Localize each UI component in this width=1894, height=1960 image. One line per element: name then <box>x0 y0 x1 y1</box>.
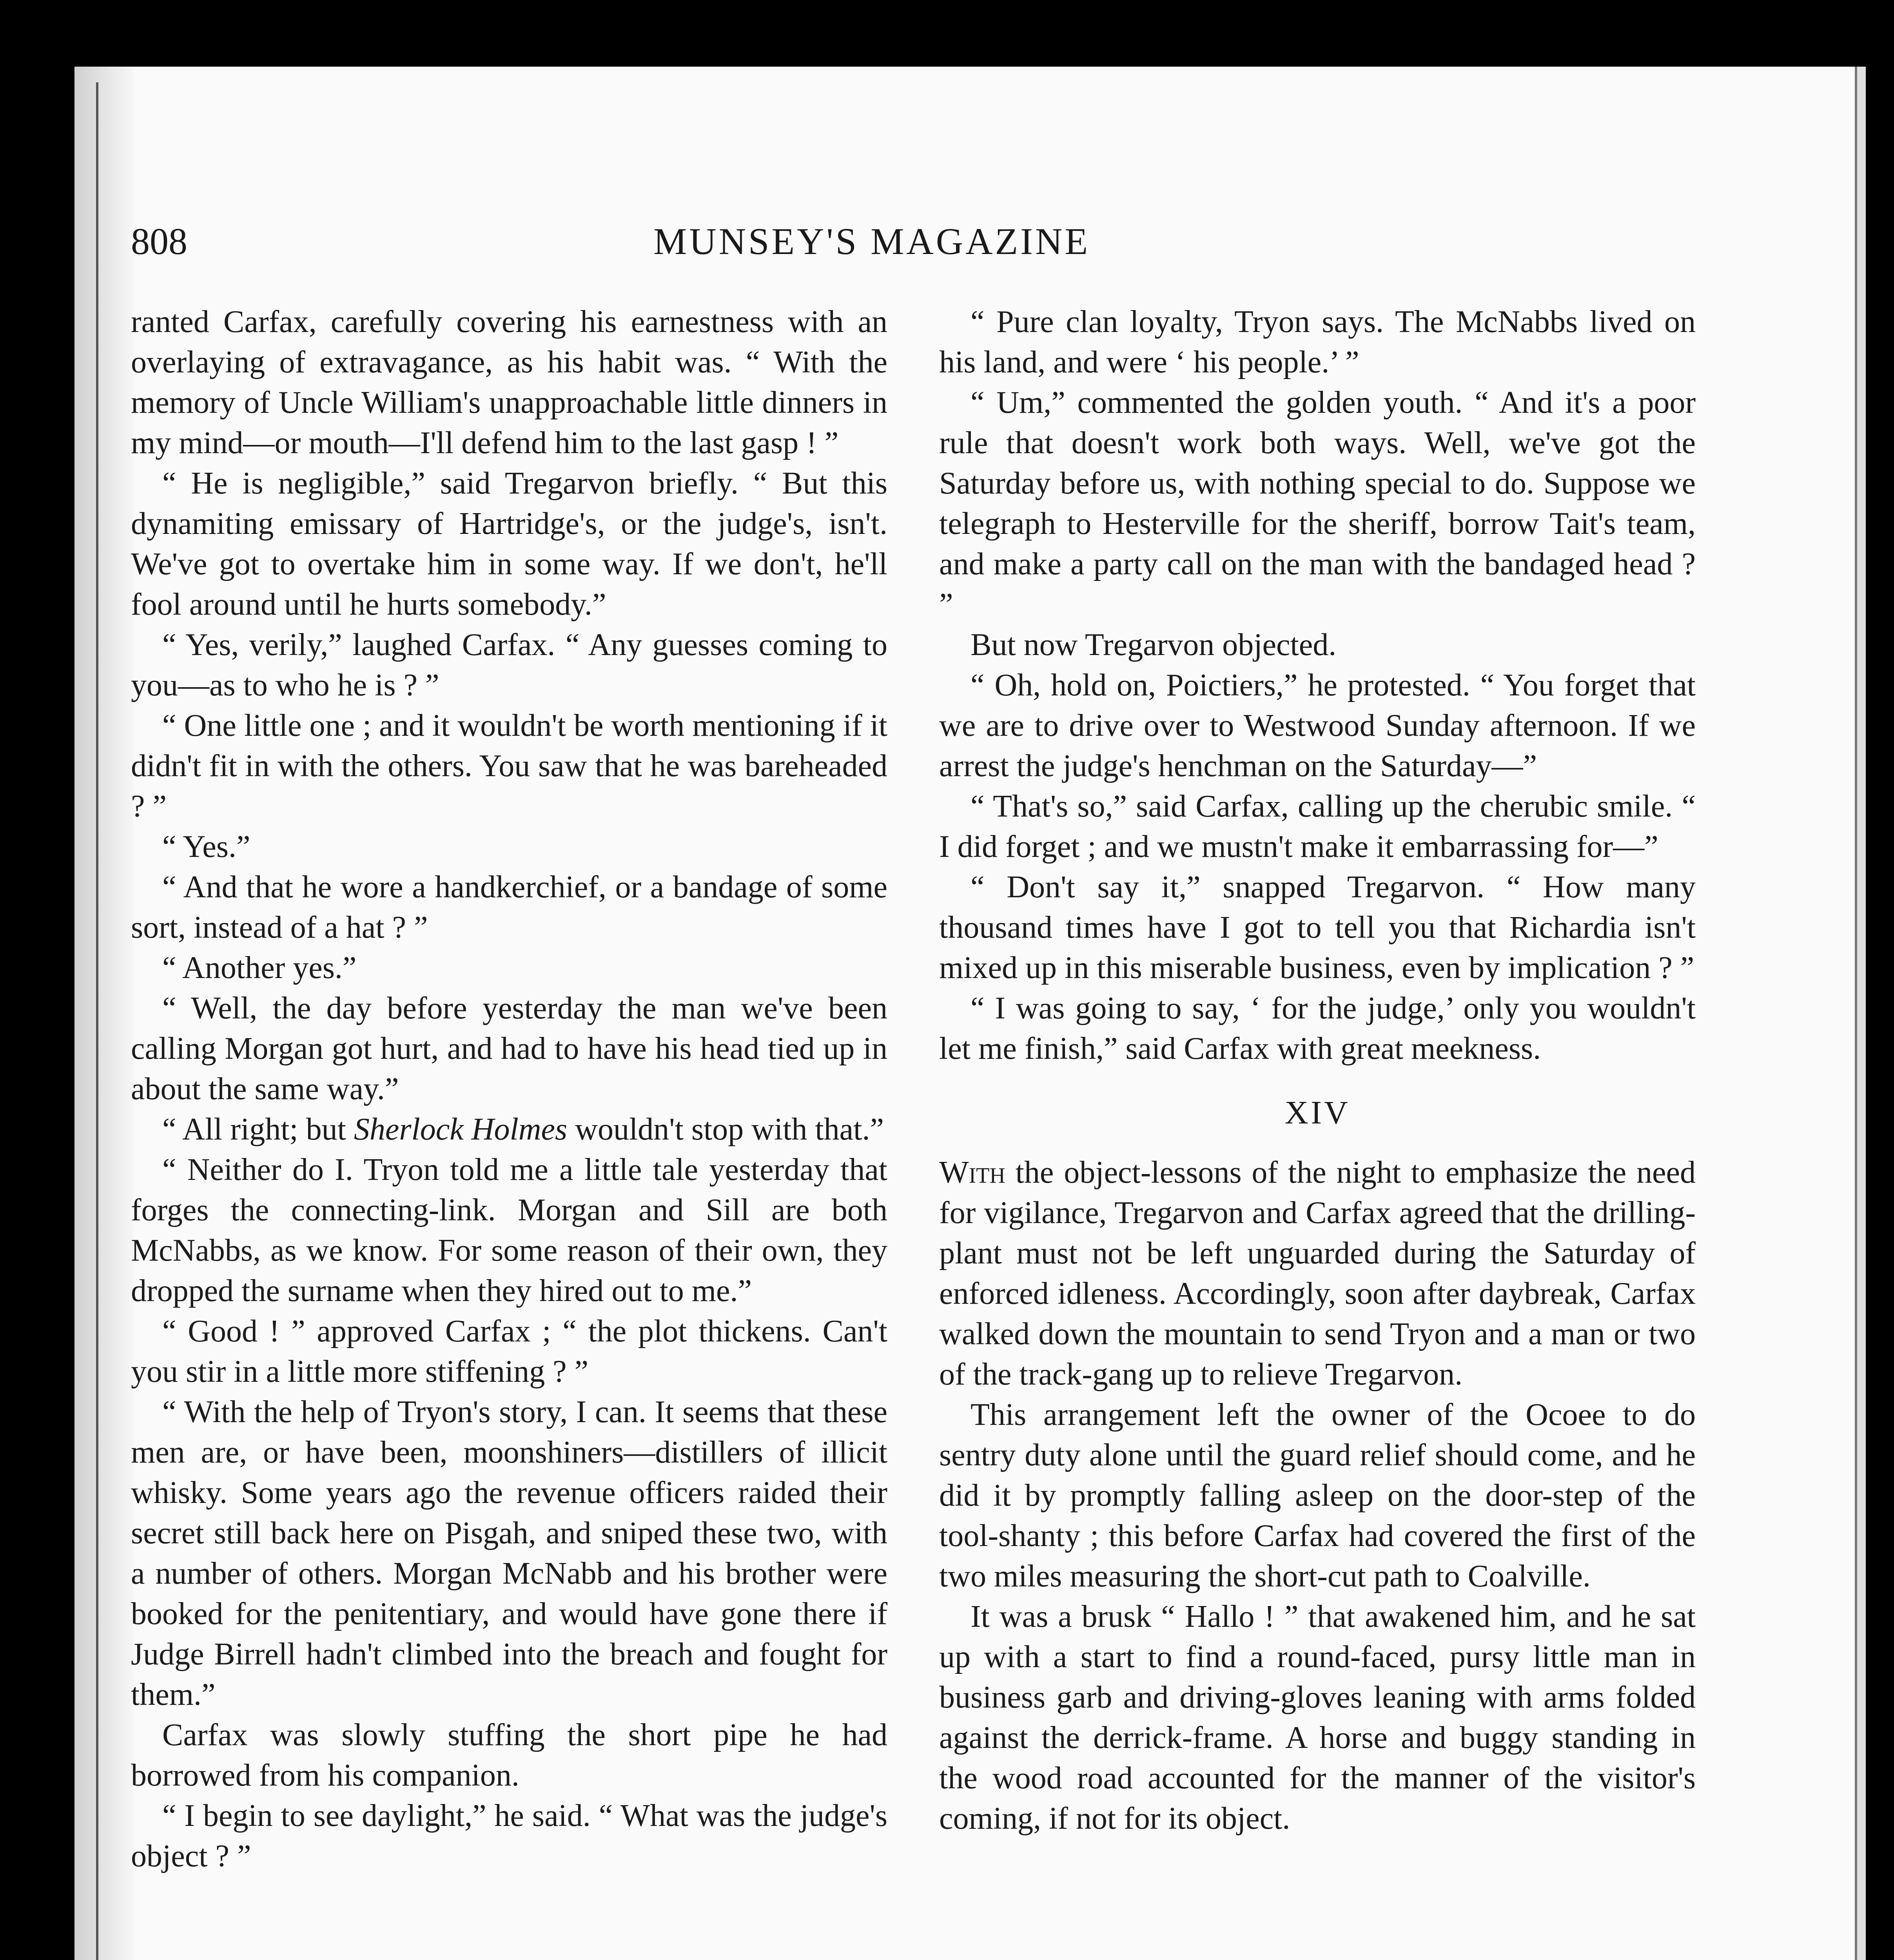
running-head: MUNSEY'S MAGAZINE <box>653 220 1090 262</box>
gutter-line <box>96 82 98 1960</box>
paragraph: “ Another yes.” <box>162 951 357 985</box>
paragraph: This arrangement left the owner of the Ocoee to do sentry duty alone until the guard relief should come, and he did it by promptly falling asleep on the door-step of the tool-shanty ; this before Carfax had covered the first of the two miles measuring the short-cut path to Coalville. <box>939 1397 1696 1593</box>
paragraph: “ Don't say it,” snapped Tregarvon. “ How many thousand times have I got to tell you that Richardia isn't mixed up in this miserable business, even by implication ? ” <box>939 870 1696 985</box>
paragraph: Carfax was slowly stuffing the short pipe he had borrowed from his companion. <box>131 1718 887 1793</box>
binding-gutter <box>74 67 133 1960</box>
paragraph: “ That's so,” said Carfax, calling up the cherubic smile. “ I did forget ; and we mustn't make it embarrassing for—” <box>939 789 1696 864</box>
paragraph: “ I begin to see daylight,” he said. “ What was the judge's object ? ” <box>131 1798 887 1873</box>
text: “ All right; but <box>162 1112 354 1147</box>
paragraph: “ He is negligible,” said Tregarvon briefly. “ But this dynamiting emissary of Hartridge's, or the judge's, isn't. We've got to overtake him in some way. If we don't, he'll fool around until he hurts somebody.” <box>131 466 887 622</box>
paragraph: ranted Carfax, carefully covering his earnestness with an overlaying of extravagance, as his habit was. “ With the memory of Uncle William's unapproachable little dinners in my mind—or mouth—I'll defend him to the last gasp ! ” <box>131 305 887 460</box>
paragraph <box>131 1109 887 1150</box>
page-edge <box>1855 67 1866 1960</box>
page-number: 808 <box>131 220 187 262</box>
paragraph: “ Yes, verily,” laughed Carfax. “ Any guesses coming to you—as to who he is ? ” <box>131 628 887 702</box>
paragraph: “ Oh, hold on, Poictiers,” he protested. “ You forget that we are to drive over to Westwood Sunday afternoon. If we arrest the judge's henchman on the Saturday—” <box>939 668 1696 783</box>
paragraph: It was a brusk “ Hallo ! ” that awakened him, and he sat up with a start to find a round-faced, pursy little man in business garb and driving-gloves leaning with arms folded against the derrick-frame. A horse and buggy standing in the wood road accounted for the manner of the visitor's coming, if not for its object. <box>939 1599 1696 1836</box>
paragraph: “ Um,” commented the golden youth. “ And it's a poor rule that doesn't work both ways. Well, we've got the Saturday before us, with nothing special to do. Suppose we telegraph to Hesterville for the sheriff, borrow Tait's team, and make a party call on the man with the bandaged head ? ” <box>939 385 1696 622</box>
paragraph: “ One little one ; and it wouldn't be worth mentioning if it didn't fit in with the others. You saw that he was bareheaded ? ” <box>131 708 887 824</box>
paragraph: “ With the help of Tryon's story, I can. It seems that these men are, or have been, moonshiners—distillers of illicit whisky. Some years ago the revenue officers raided their secret still back here on Pisgah, and sniped these two, with a number of others. Morgan McNabb and his brother were booked for the penitentiary, and would have gone there if Judge Birrell hadn't climbed into the breach and fought for them.” <box>131 1395 887 1712</box>
paragraph: “ I was going to say, ‘ for the judge,’ only you wouldn't let me finish,” said Carfax with great meekness. <box>939 991 1696 1066</box>
paragraph: “ And that he wore a handkerchief, or a bandage of some sort, instead of a hat ? ” <box>131 870 887 945</box>
paragraph: But now Tregarvon objected. <box>971 628 1337 662</box>
paragraph: “ Well, the day before yesterday the man we've been calling Morgan got hurt, and had to have his head tied up in about the same way.” <box>131 991 887 1106</box>
text: the object-lessons of the night to emphasize the need for vigilance, Tregarvon and Carfax agreed that the drilling-plant must not be left unguarded during the Saturday of enforced idleness. Accordingly, soon after daybreak, Carfax walked down the mountain to send Tryon and a man or two of the track-gang up to relieve Tregarvon. <box>939 1155 1696 1392</box>
paragraph: “ Good ! ” approved Carfax ; “ the plot thickens. Can't you stir in a little more stiffening ? ” <box>131 1314 887 1389</box>
paragraph: “ Yes.” <box>162 829 250 864</box>
drop-word: With <box>939 1155 1005 1190</box>
right-column <box>939 302 1696 1839</box>
section-heading: XIV <box>1284 1094 1350 1131</box>
left-column <box>131 302 887 1877</box>
paragraph: “ Pure clan loyalty, Tryon says. The McNabbs lived on his land, and were ‘ his people.’ ” <box>939 305 1696 379</box>
paragraph <box>939 1152 1696 1395</box>
page-header <box>131 220 1613 270</box>
paragraph: “ Neither do I. Tryon told me a little tale yesterday that forges the connecting-link. Morgan and Sill are both McNabbs, as we know. For some reason of their own, they dropped the surname when they hired out to me.” <box>131 1152 887 1308</box>
italic-title: Sherlock Holmes <box>354 1112 568 1147</box>
text: wouldn't stop with that.” <box>567 1112 884 1147</box>
